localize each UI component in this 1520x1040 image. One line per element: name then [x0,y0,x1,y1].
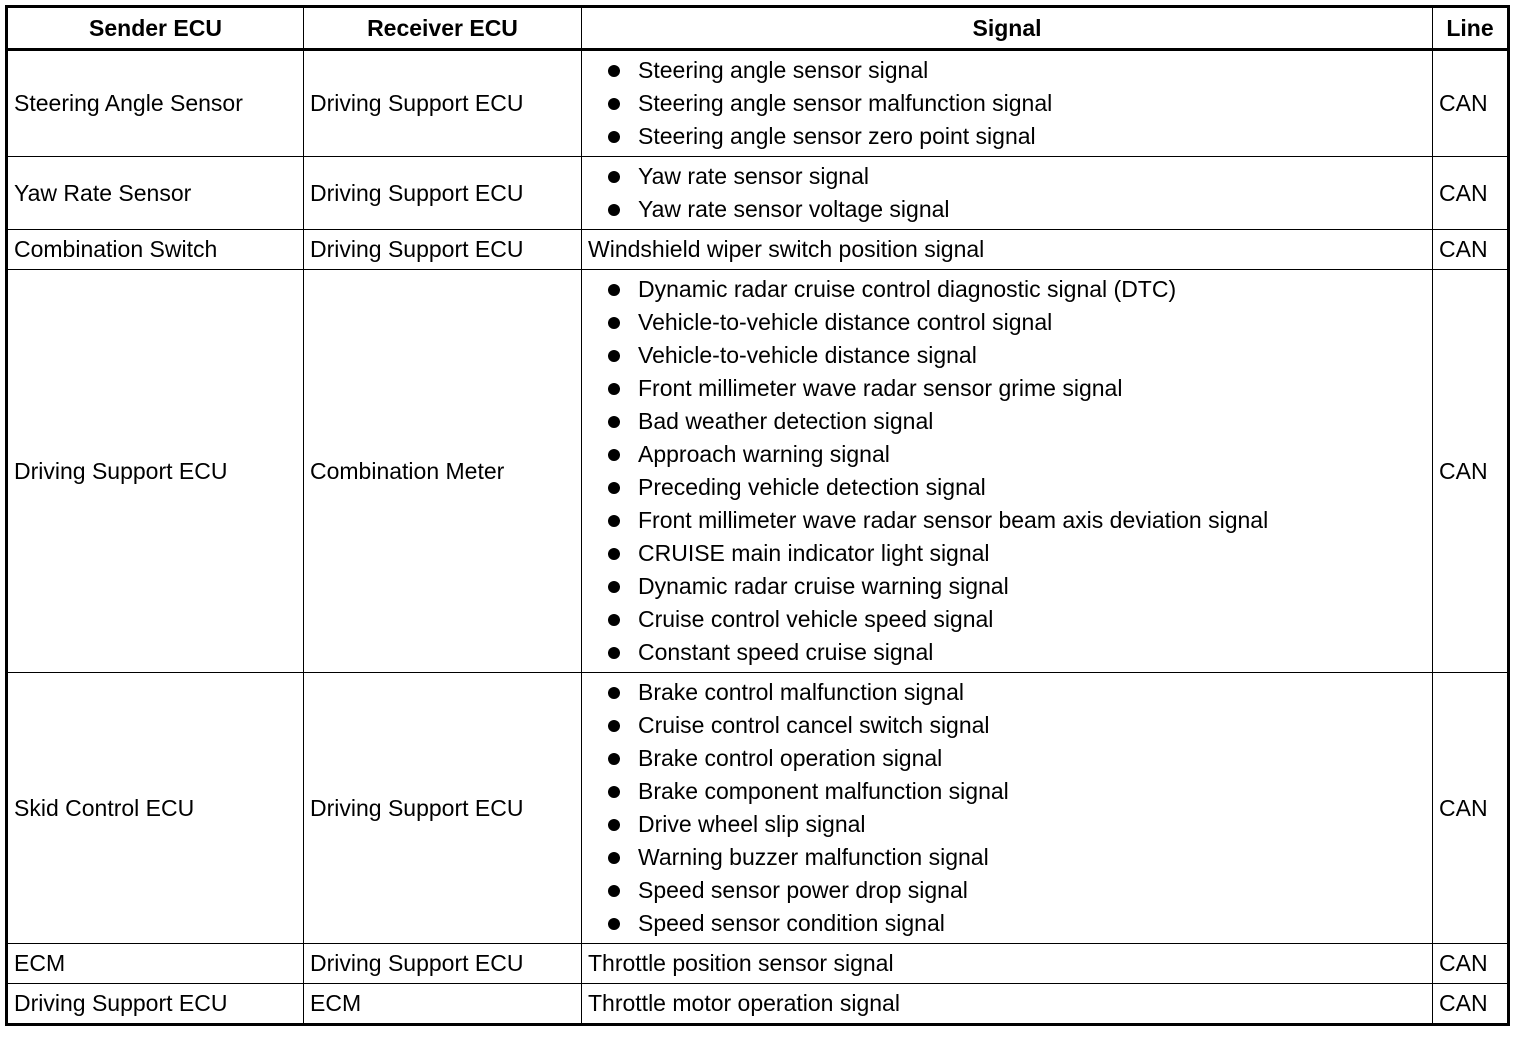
signal-text: Cruise control cancel switch signal [638,712,990,738]
signal-text: Dynamic radar cruise control diagnostic signal (DTC) [638,276,1177,302]
bullet-icon [608,515,620,527]
table-row [7,270,1509,673]
signal-list-item [588,709,1426,742]
bullet-icon [608,482,620,494]
signal-text: Yaw rate sensor voltage signal [638,196,950,222]
bullet-icon [608,548,620,560]
signal-list-item [588,372,1426,405]
line-cell: CAN [1433,230,1509,270]
signal-text: Brake control operation signal [638,745,943,771]
signal-list [588,676,1426,940]
bullet-icon [608,786,620,798]
signal-text: Vehicle-to-vehicle distance control signal [638,309,1053,335]
line-cell: CAN [1433,50,1509,157]
signal-cell [582,270,1433,673]
signal-list-item [588,120,1426,153]
signal-list-item [588,193,1426,226]
line-cell: CAN [1433,944,1509,984]
bullet-icon [608,581,620,593]
bullet-icon [608,284,620,296]
bullet-icon [608,131,620,143]
signal-list-item [588,273,1426,306]
signal-list-item [588,405,1426,438]
header-sender-ecu: Sender ECU [7,7,304,50]
table-row [7,984,1509,1025]
sender-ecu-cell: Driving Support ECU [7,984,304,1025]
signal-text: Steering angle sensor signal [638,57,929,83]
receiver-ecu-cell: Driving Support ECU [304,673,582,944]
sender-ecu-cell: Driving Support ECU [7,270,304,673]
signal-text: CRUISE main indicator light signal [638,540,990,566]
bullet-icon [608,171,620,183]
receiver-ecu-cell: Driving Support ECU [304,230,582,270]
line-cell: CAN [1433,157,1509,230]
signal-list-item [588,841,1426,874]
bullet-icon [608,416,620,428]
signal-text: Yaw rate sensor signal [638,163,869,189]
signal-text: Brake control malfunction signal [638,679,964,705]
bullet-icon [608,819,620,831]
signal-list-item [588,504,1426,537]
sender-ecu-cell: ECM [7,944,304,984]
signal-list-item [588,874,1426,907]
signal-text: Front millimeter wave radar sensor beam axis deviation signal [638,507,1269,533]
receiver-ecu-cell: Combination Meter [304,270,582,673]
signal-list-item [588,160,1426,193]
bullet-icon [608,614,620,626]
signal-list-item [588,438,1426,471]
bullet-icon [608,449,620,461]
bullet-icon [608,98,620,110]
signal-cell: Throttle motor operation signal [582,984,1433,1025]
can-communication-table [5,5,1510,1026]
bullet-icon [608,317,620,329]
signal-text: Warning buzzer malfunction signal [638,844,989,870]
signal-text: Constant speed cruise signal [638,639,934,665]
receiver-ecu-cell: Driving Support ECU [304,157,582,230]
bullet-icon [608,65,620,77]
signal-list-item [588,54,1426,87]
signal-text: Vehicle-to-vehicle distance signal [638,342,977,368]
signal-text: Bad weather detection signal [638,408,934,434]
bullet-icon [608,204,620,216]
signal-text: Speed sensor condition signal [638,910,945,936]
signal-list [588,54,1426,153]
table-row [7,50,1509,157]
signal-list-item [588,537,1426,570]
signal-cell: Throttle position sensor signal [582,944,1433,984]
signal-list-item [588,907,1426,940]
table-row [7,230,1509,270]
signal-list-item [588,742,1426,775]
signal-text: Brake component malfunction signal [638,778,1009,804]
bullet-icon [608,383,620,395]
signal-text: Steering angle sensor zero point signal [638,123,1036,149]
sender-ecu-cell: Skid Control ECU [7,673,304,944]
table-row [7,157,1509,230]
sender-ecu-cell: Yaw Rate Sensor [7,157,304,230]
signal-list [588,160,1426,226]
signal-text: Dynamic radar cruise warning signal [638,573,1009,599]
signal-text: Preceding vehicle detection signal [638,474,986,500]
signal-cell [582,673,1433,944]
bullet-icon [608,687,620,699]
line-cell: CAN [1433,270,1509,673]
signal-text: Front millimeter wave radar sensor grime signal [638,375,1123,401]
signal-cell: Windshield wiper switch position signal [582,230,1433,270]
signal-text: Approach warning signal [638,441,890,467]
signal-list-item [588,808,1426,841]
bullet-icon [608,350,620,362]
table-body [7,50,1509,1025]
bullet-icon [608,647,620,659]
signal-list-item [588,570,1426,603]
sender-ecu-cell: Combination Switch [7,230,304,270]
signal-text: Speed sensor power drop signal [638,877,968,903]
signal-text: Steering angle sensor malfunction signal [638,90,1053,116]
header-line: Line [1433,7,1509,50]
signal-list-item [588,471,1426,504]
table-row [7,673,1509,944]
bullet-icon [608,852,620,864]
bullet-icon [608,885,620,897]
receiver-ecu-cell: Driving Support ECU [304,944,582,984]
signal-list-item [588,87,1426,120]
signal-cell [582,50,1433,157]
signal-text: Drive wheel slip signal [638,811,866,837]
signal-list-item [588,306,1426,339]
signal-cell [582,157,1433,230]
bullet-icon [608,918,620,930]
header-signal: Signal [582,7,1433,50]
signal-list [588,273,1426,669]
signal-list-item [588,339,1426,372]
line-cell: CAN [1433,673,1509,944]
table-row [7,944,1509,984]
receiver-ecu-cell: ECM [304,984,582,1025]
header-receiver-ecu: Receiver ECU [304,7,582,50]
header-row [7,7,1509,50]
signal-list-item [588,775,1426,808]
signal-text: Cruise control vehicle speed signal [638,606,994,632]
bullet-icon [608,720,620,732]
receiver-ecu-cell: Driving Support ECU [304,50,582,157]
sender-ecu-cell: Steering Angle Sensor [7,50,304,157]
signal-list-item [588,603,1426,636]
signal-list-item [588,636,1426,669]
line-cell: CAN [1433,984,1509,1025]
signal-list-item [588,676,1426,709]
bullet-icon [608,753,620,765]
